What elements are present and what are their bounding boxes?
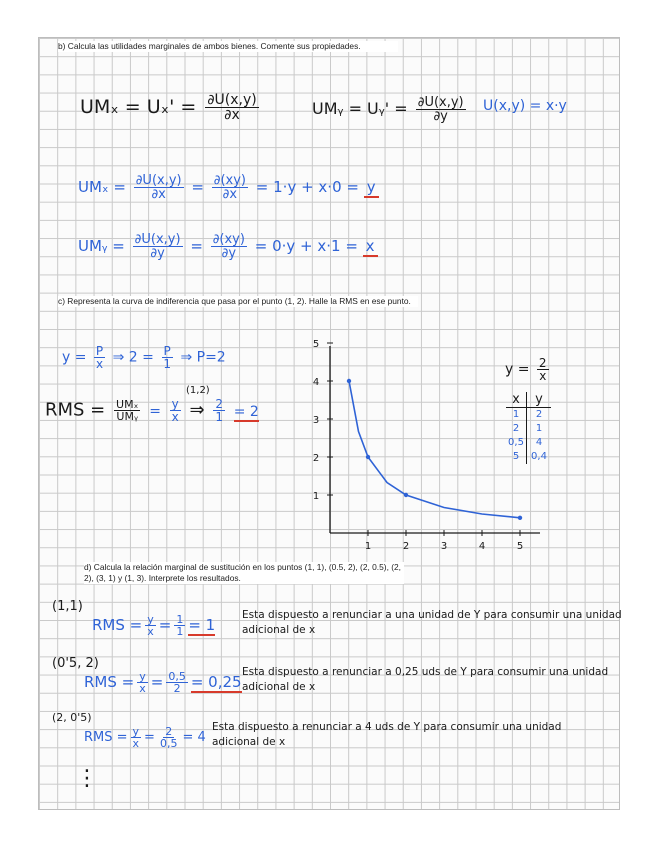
table-cell-x: 5 xyxy=(506,450,527,464)
umy-definition-lhs: UMᵧ = Uᵧ' = xyxy=(312,99,408,118)
y-tick-label: 2 xyxy=(312,453,320,464)
equals-sign: = xyxy=(191,178,204,196)
umx-definition-denominator: ∂x xyxy=(224,107,240,123)
y-equals: y = xyxy=(62,349,87,366)
x-tick-label: 5 xyxy=(516,541,524,552)
table-row xyxy=(506,436,551,450)
fraction-denominator: 1 xyxy=(176,625,184,638)
umy-definition-denominator: ∂y xyxy=(433,109,448,124)
note-line-2: adicional de x xyxy=(242,681,316,693)
result-denominator: 1 xyxy=(215,410,223,424)
umy-derivation xyxy=(78,233,378,260)
umy-definition-numerator: ∂U(x,y) xyxy=(417,95,464,110)
curve-point xyxy=(404,493,408,497)
continuation-ellipsis: ⋮ xyxy=(76,766,98,791)
table-header-y: y xyxy=(535,392,543,407)
table-cell-y: 2 xyxy=(535,409,543,420)
constant-derivation xyxy=(62,345,226,370)
p-equals-two: ⇒ P=2 xyxy=(180,349,226,366)
interpretation-note xyxy=(242,665,608,695)
utility-function: U(x,y) = x·y xyxy=(483,98,567,114)
umx-definition xyxy=(80,93,262,122)
equals-sign: = xyxy=(158,616,172,634)
y-tick-label: 1 xyxy=(312,491,320,502)
rms-result: = 4 xyxy=(182,730,206,745)
rms-numerator: UMₓ xyxy=(116,398,139,411)
rms-result: = 2 xyxy=(233,403,259,420)
fraction-numerator: y xyxy=(132,725,140,738)
x-tick-label: 3 xyxy=(440,541,448,552)
rms-result: = 1 xyxy=(188,616,216,634)
umx-derivation-lhs: UMₓ = xyxy=(78,178,126,196)
curve-equation-numerator: 2 xyxy=(538,356,547,370)
rms-calculation xyxy=(84,671,242,694)
table-cell-x: 0,5 xyxy=(506,436,527,450)
question-b-prompt: b) Calcula las utilidades marginales de ambos bienes. Comente sus propiedades. xyxy=(58,41,398,52)
result-numerator: 2 xyxy=(215,397,223,411)
umx-fraction1-numerator: ∂U(x,y) xyxy=(135,173,182,188)
point-label: (2, 0'5) xyxy=(52,711,92,724)
rms-calculation xyxy=(84,726,206,749)
rms-label: RMS = xyxy=(45,399,106,421)
y-tick-label: 3 xyxy=(312,415,320,426)
p-numerator: P xyxy=(95,344,104,358)
interpretation-note xyxy=(242,608,622,638)
equals-sign: = xyxy=(190,237,203,255)
equals-sign: = xyxy=(150,673,164,691)
x-tick-label: 4 xyxy=(478,541,486,552)
table-cell-y: 0,4 xyxy=(531,451,547,462)
umy-derivation-rest: = 0·y + x·1 = xyxy=(254,237,358,255)
fraction-denominator: x xyxy=(132,737,140,750)
umx-result: y xyxy=(364,178,379,198)
fraction-numerator: y xyxy=(147,613,154,626)
umx-fraction2-denominator: ∂x xyxy=(222,187,238,202)
fraction-numerator: 1 xyxy=(176,613,184,626)
fraction-denominator: x xyxy=(139,682,146,695)
table-cell-x: 2 xyxy=(506,422,527,436)
umx-derivation-rest: = 1·y + x·0 = xyxy=(255,178,359,196)
umx-definition-lhs: UMₓ = Uₓ' = xyxy=(80,96,197,118)
table-row xyxy=(506,422,551,436)
note-line-2: adicional de x xyxy=(242,624,316,636)
rms-label: RMS = xyxy=(92,616,143,634)
rms-result: = 0,25 xyxy=(190,673,242,691)
y-tick-label: 5 xyxy=(312,339,320,350)
p-over-one-numerator: P xyxy=(163,344,171,358)
equals-sign: = xyxy=(149,403,161,420)
implies-two-equals: ⇒ 2 = xyxy=(112,349,154,366)
curve-point xyxy=(366,455,370,459)
curve-equation xyxy=(505,357,552,382)
rms-label: RMS = xyxy=(84,730,128,745)
umx-definition-numerator: ∂U(x,y) xyxy=(207,92,257,108)
indifference-curve-line xyxy=(349,381,520,518)
y-over-x-numerator: y xyxy=(171,397,179,411)
rms-denominator: UMᵧ xyxy=(116,410,139,423)
umy-fraction1-numerator: ∂U(x,y) xyxy=(134,232,181,247)
curve-point xyxy=(518,516,522,520)
note-line-1: Esta dispuesto a renunciar a una unidad de Y para consumir una unidad xyxy=(242,609,622,621)
fraction-numerator: 0,5 xyxy=(168,670,186,683)
curve-equation-denominator: x xyxy=(539,369,547,383)
umx-fraction2-numerator: ∂(xy) xyxy=(213,173,247,188)
fraction-numerator: y xyxy=(139,670,146,683)
umy-definition xyxy=(312,96,469,123)
table-row xyxy=(506,408,551,422)
p-over-one-denominator: 1 xyxy=(163,357,171,371)
equals-sign: = xyxy=(144,730,155,745)
table-row xyxy=(506,450,551,464)
values-table xyxy=(506,392,551,464)
curve-point xyxy=(347,379,351,383)
umx-fraction1-denominator: ∂x xyxy=(151,187,166,202)
x-tick-label: 2 xyxy=(402,541,410,552)
point-label: (0'5, 2) xyxy=(52,656,99,671)
x-denominator: x xyxy=(95,357,104,371)
fraction-denominator: 0,5 xyxy=(159,737,178,750)
umy-result: x xyxy=(363,237,378,257)
note-line-2: adicional de x xyxy=(212,736,286,748)
point-label: (1,1) xyxy=(52,599,83,614)
fraction-numerator: 2 xyxy=(165,725,173,738)
rms-label: RMS = xyxy=(84,673,135,691)
table-cell-y: 4 xyxy=(535,437,543,448)
y-over-x-denominator: x xyxy=(171,410,179,424)
implies-arrow: ⇒ xyxy=(189,399,205,421)
question-c-prompt: c) Representa la curva de indiferencia que pasa por el punto (1, 2). Halle la RMS en ese punto. xyxy=(58,296,418,307)
table-header-x: x xyxy=(506,392,527,407)
note-line-1: Esta dispuesto a renunciar a 0,25 uds de Y para consumir una unidad xyxy=(242,666,609,678)
question-d-prompt: d) Calcula la relación marginal de sustitución en los puntos (1, 1), (0.5, 2), (2, 0.5), (2, 2), (3, 1) y (1, 3). Interprete los resultados. xyxy=(84,562,404,584)
rms-calculation xyxy=(92,614,215,637)
note-line-1: Esta dispuesto a renunciar a 4 uds de Y para consumir una unidad xyxy=(212,721,562,733)
interpretation-note xyxy=(212,720,561,750)
umy-fraction2-numerator: ∂(xy) xyxy=(212,232,245,247)
umy-fraction1-denominator: ∂y xyxy=(150,246,165,261)
umy-fraction2-denominator: ∂y xyxy=(221,246,237,261)
x-tick-label: 1 xyxy=(364,541,372,552)
rms-derivation xyxy=(45,398,259,423)
curve-equation-lhs: y = xyxy=(505,361,530,378)
y-tick-label: 4 xyxy=(312,377,320,388)
umx-derivation xyxy=(78,174,379,201)
fraction-denominator: x xyxy=(147,625,154,638)
table-cell-y: 1 xyxy=(535,423,543,434)
table-cell-x: 1 xyxy=(506,408,527,422)
umy-derivation-lhs: UMᵧ = xyxy=(78,237,125,255)
fraction-denominator: 2 xyxy=(173,682,181,695)
point-label-1-2: (1,2) xyxy=(186,385,210,396)
